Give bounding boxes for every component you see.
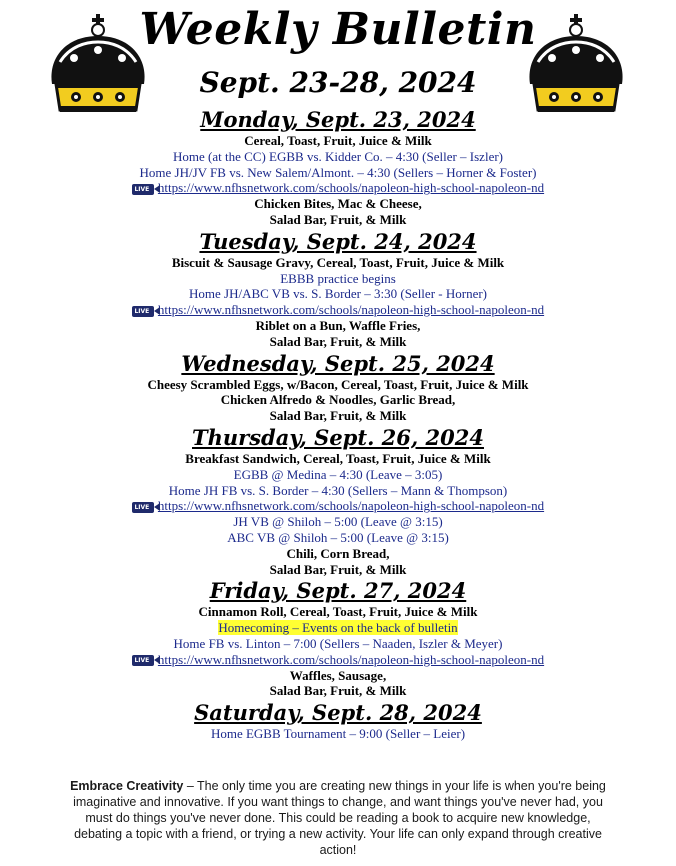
nfhs-stream-link[interactable]: https://www.nfhsnetwork.com/schools/napoleon-high-school-napoleon-nd (157, 302, 545, 318)
day-section (0, 577, 676, 699)
stream-link-line (0, 498, 676, 514)
quote-body: – The only time you are creating new things in your life is when you're being imaginative and innovative. If you want things to change, and want things you've never had, you must do things you've never done. This could be reading a book to acquire new knowledge, debating a topic with a friend, or trying a new activity. Your life can only expand through creative action! (73, 779, 606, 857)
live-camera-icon (132, 655, 154, 666)
event-item: Home JH FB vs. S. Border – 4:30 (Sellers – Mann & Thompson) (168, 482, 508, 498)
menu-item: Waffles, Sausage, (289, 667, 387, 683)
stream-link-line (0, 652, 676, 668)
live-camera-icon (132, 502, 154, 513)
live-icon-label: LIVE (134, 503, 150, 511)
live-camera-icon (132, 184, 154, 195)
nfhs-stream-link[interactable]: https://www.nfhsnetwork.com/schools/napoleon-high-school-napoleon-nd (157, 498, 545, 514)
nfhs-stream-link[interactable]: https://www.nfhsnetwork.com/schools/napoleon-high-school-napoleon-nd (157, 180, 545, 196)
event-item: Home FB vs. Linton – 7:00 (Sellers – Naaden, Iszler & Meyer) (173, 635, 503, 651)
day-section (0, 350, 676, 424)
menu-item: Breakfast Sandwich, Cereal, Toast, Fruit, Juice & Milk (185, 450, 491, 466)
day-section (0, 106, 676, 228)
menu-item: Salad Bar, Fruit, & Milk (269, 683, 407, 699)
day-heading: Friday, Sept. 27, 2024 (209, 578, 467, 604)
nfhs-stream-link[interactable]: https://www.nfhsnetwork.com/schools/napoleon-high-school-napoleon-nd (157, 651, 545, 667)
menu-item: Salad Bar, Fruit, & Milk (269, 561, 407, 577)
day-section (0, 424, 676, 577)
daily-schedule (0, 106, 676, 742)
day-heading: Monday, Sept. 23, 2024 (200, 107, 476, 132)
menu-item: Salad Bar, Fruit, & Milk (269, 408, 407, 424)
event-item: Home EGBB Tournament – 9:00 (Seller – Leier) (210, 726, 466, 742)
live-icon-label: LIVE (134, 307, 150, 315)
live-icon-label: LIVE (134, 657, 150, 665)
event-item: Home (at the CC) EGBB vs. Kidder Co. – 4:30 (Seller – Iszler) (173, 148, 503, 164)
menu-item: Chicken Alfredo & Noodles, Garlic Bread, (220, 392, 456, 408)
menu-item: Cereal, Toast, Fruit, Juice & Milk (244, 133, 432, 148)
menu-item: Biscuit & Sausage Gravy, Cereal, Toast, Fruit, Juice & Milk (171, 254, 505, 270)
menu-item: Salad Bar, Fruit, & Milk (269, 211, 407, 227)
event-item: JH VB @ Shiloh – 5:00 (Leave @ 3:15) (233, 514, 443, 530)
menu-item: Salad Bar, Fruit, & Milk (269, 333, 407, 349)
menu-item: Riblet on a Bun, Waffle Fries, (255, 317, 421, 333)
day-heading: Saturday, Sept. 28, 2024 (194, 700, 482, 726)
day-heading: Thursday, Sept. 26, 2024 (192, 424, 484, 450)
highlighted-event (0, 620, 676, 636)
day-heading: Wednesday, Sept. 25, 2024 (181, 350, 495, 376)
stream-link-line (0, 302, 676, 318)
day-section (0, 699, 676, 742)
menu-item: Chili, Corn Bread, (286, 545, 390, 561)
bulletin-title: Weekly Bulletin (139, 4, 537, 55)
day-section (0, 228, 676, 350)
event-item: Home JH/JV FB vs. New Salem/Almont. – 4:30 (Sellers – Horner & Foster) (139, 164, 537, 180)
stream-link-line (0, 180, 676, 196)
event-item: ABC VB @ Shiloh – 5:00 (Leave @ 3:15) (227, 529, 449, 545)
day-heading: Tuesday, Sept. 24, 2024 (199, 228, 477, 254)
closing-quote (62, 778, 614, 858)
menu-item: Cheesy Scrambled Eggs, w/Bacon, Cereal, Toast, Fruit, Juice & Milk (147, 376, 529, 392)
quote-lead: Embrace Creativity (70, 779, 184, 793)
bulletin-dates: Sept. 23-28, 2024 (199, 66, 477, 99)
live-icon-label: LIVE (134, 185, 150, 193)
event-item: EBBB practice begins (280, 270, 396, 286)
highlight-text: Homecoming – Events on the back of bulletin (218, 620, 458, 636)
event-item: Home JH/ABC VB vs. S. Border – 3:30 (Seller - Horner) (188, 286, 487, 302)
menu-item: Chicken Bites, Mac & Cheese, (254, 196, 422, 212)
menu-item: Cinnamon Roll, Cereal, Toast, Fruit, Juice & Milk (198, 604, 478, 620)
live-camera-icon (132, 306, 154, 317)
event-item: EGBB @ Medina – 4:30 (Leave – 3:05) (233, 466, 443, 482)
